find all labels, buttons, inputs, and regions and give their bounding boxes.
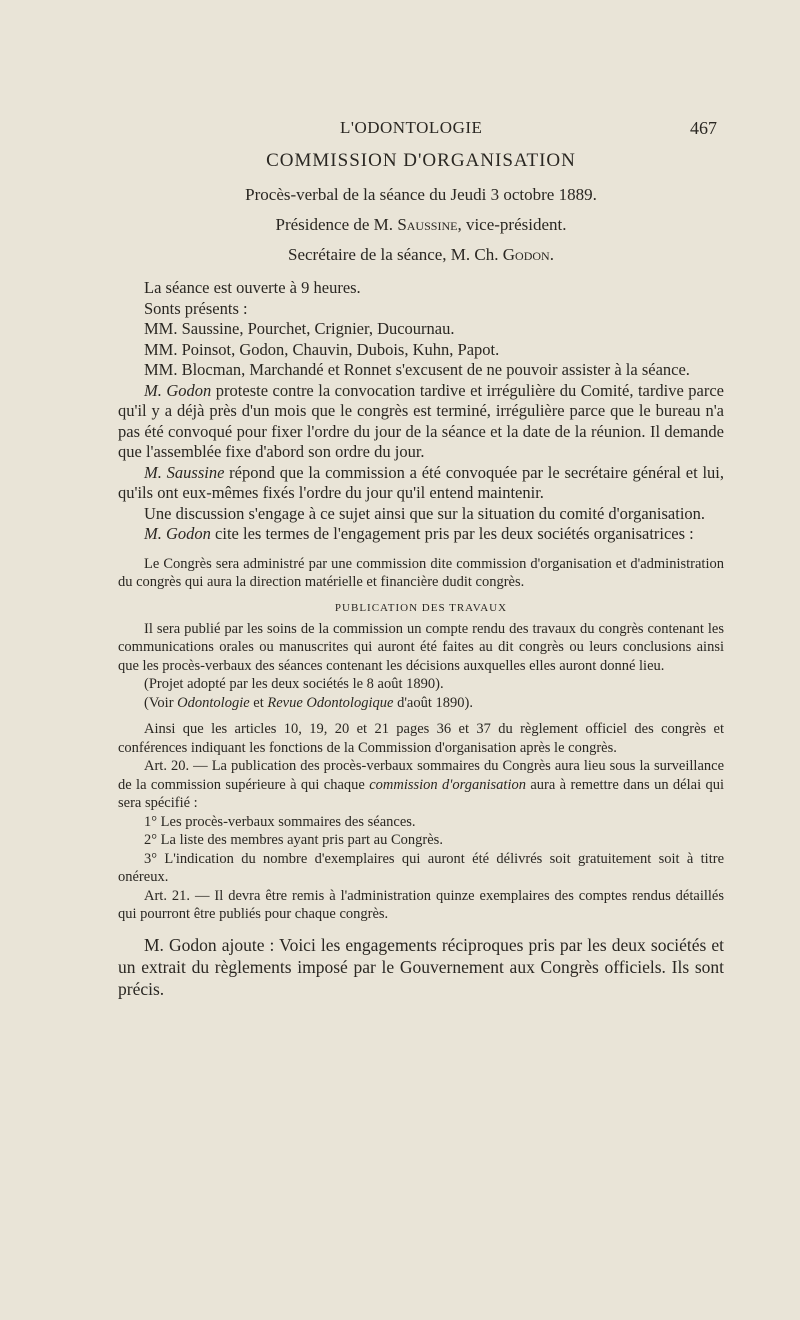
quote-art-20 bbox=[118, 757, 724, 813]
paragraph-godon-cites bbox=[118, 524, 724, 545]
paragraph-members-2: MM. Poinsot, Godon, Chauvin, Dubois, Kuhn, Papot. bbox=[144, 339, 500, 359]
subsection-heading: PUBLICATION DES TRAVAUX bbox=[334, 601, 508, 614]
presidency-prefix: Présidence de M. bbox=[275, 215, 394, 234]
secretary-suffix: . bbox=[549, 245, 554, 264]
journal-name: Revue Odontologique bbox=[267, 694, 394, 711]
paragraph-text: cite les termes de l'engagement pris par les deux sociétés organisatrices : bbox=[210, 524, 694, 543]
art-20-suffix: aura à remettre dans un délai qui sera spécifié : bbox=[118, 776, 725, 811]
paragraph-present: Sonts présents : bbox=[144, 298, 248, 318]
paragraph-godon-protest bbox=[118, 381, 724, 463]
quote-project-adopted: (Projet adopté par les deux sociétés le 8 août 1890). bbox=[144, 676, 444, 692]
quoted-text bbox=[118, 555, 724, 924]
presidency-line bbox=[118, 210, 724, 240]
article bbox=[118, 150, 724, 1000]
art-20-text: Art. 20. — La publication des procès-verbaux sommaires du Congrès aura lieu sous la surveillance de la commission supérieure à qui chaque bbox=[118, 758, 724, 793]
speaker-name: M. Godon bbox=[144, 524, 211, 543]
secretary-name: Godon bbox=[502, 245, 550, 264]
journal-name: Odontologie bbox=[177, 694, 250, 711]
quote-publication: Il sera publié par les soins de la commission un compte rendu des travaux du congrès contenant les communications orales ou manuscrites qui auront été faites au dit congrès ou leurs conclusions ainsi que les procès-verbaux des séances contenant les décisions auxquelles elles auront donné lieu. bbox=[118, 620, 724, 674]
list-item-2: 2° La liste des membres ayant pris part au Congrès. bbox=[144, 832, 443, 848]
list-item-1: 1° Les procès-verbaux sommaires des séances. bbox=[144, 813, 416, 830]
art-20-italic: commission d'organisation bbox=[369, 776, 526, 793]
speaker-name: M. Godon bbox=[144, 380, 212, 400]
paragraph-text: proteste contre la convocation tardive et irrégulière du Comité, tardive parce qu'il y a déjà près d'un mois que le congrès est terminé, irrégulière parce que le bureau n'a pas été convoqué pour fixer l'ordre du jour de la séance et la date de la réunion. Il demande que l'assemblée fixe d'abord son ordre du jour. bbox=[118, 380, 724, 461]
presidency-suffix: , vice-président. bbox=[457, 215, 567, 234]
paragraph-members-1: MM. Saussine, Pourchet, Crignier, Ducournau. bbox=[144, 319, 455, 338]
speaker-name: M. Saussine bbox=[144, 462, 225, 482]
quote-see-reference bbox=[118, 694, 724, 713]
quote-administration: Le Congrès sera administré par une commission dite commission d'organisation et d'administration du congrès qui aura la direction matérielle et financière dudit congrès. bbox=[118, 555, 724, 590]
page-number: 467 bbox=[690, 118, 717, 138]
ref-prefix: (Voir bbox=[144, 694, 178, 711]
paragraph-discussion: Une discussion s'engage à ce sujet ainsi que sur la situation du comité d'organisation. bbox=[144, 503, 706, 523]
ref-suffix: d'août 1890). bbox=[393, 694, 473, 711]
secretary-line bbox=[118, 240, 724, 270]
paragraph-text: répond que la commission a été convoquée par le secrétaire général et lui, qu'ils ont eux-mêmes fixés l'ordre du jour qu'il entend maintenir. bbox=[118, 462, 725, 502]
section-title: COMMISSION D'ORGANISATION bbox=[266, 150, 576, 171]
journal-title: L'ODONTOLOGIE bbox=[340, 118, 483, 137]
paragraph-saussine-reply bbox=[118, 463, 724, 504]
secretary-prefix: Secrétaire de la séance, M. Ch. bbox=[288, 245, 499, 264]
minutes-date-line: Procès-verbal de la séance du Jeudi 3 octobre 1889. bbox=[245, 185, 597, 204]
paragraph-excused: MM. Blocman, Marchandé et Ronnet s'excusent de ne pouvoir assister à la séance. bbox=[144, 360, 690, 379]
ref-mid: et bbox=[249, 694, 268, 711]
running-header bbox=[0, 118, 800, 142]
list-item-3: 3° L'indication du nombre d'exemplaires qui auront été délivrés soit gratuitement soit à titre onéreux. bbox=[118, 850, 724, 885]
paragraph-opening: La séance est ouverte à 9 heures. bbox=[144, 278, 361, 297]
quote-art-21: Art. 21. — Il devra être remis à l'administration quinze exemplaires des comptes rendus détaillés qui pourront être publiés pour chaque congrès. bbox=[118, 887, 724, 922]
quote-articles: Ainsi que les articles 10, 19, 20 et 21 pages 36 et 37 du règlement officiel des congrès et conférences indiquant les fonctions de la Commission d'organisation après le congrès. bbox=[118, 721, 724, 756]
paragraph-closing: M. Godon ajoute : Voici les engagements réciproques pris par les deux sociétés et un extrait du règlements imposé par le Gouvernement aux Congrès officiels. Ils sont précis. bbox=[118, 934, 724, 999]
president-name: Saussine bbox=[397, 215, 458, 234]
